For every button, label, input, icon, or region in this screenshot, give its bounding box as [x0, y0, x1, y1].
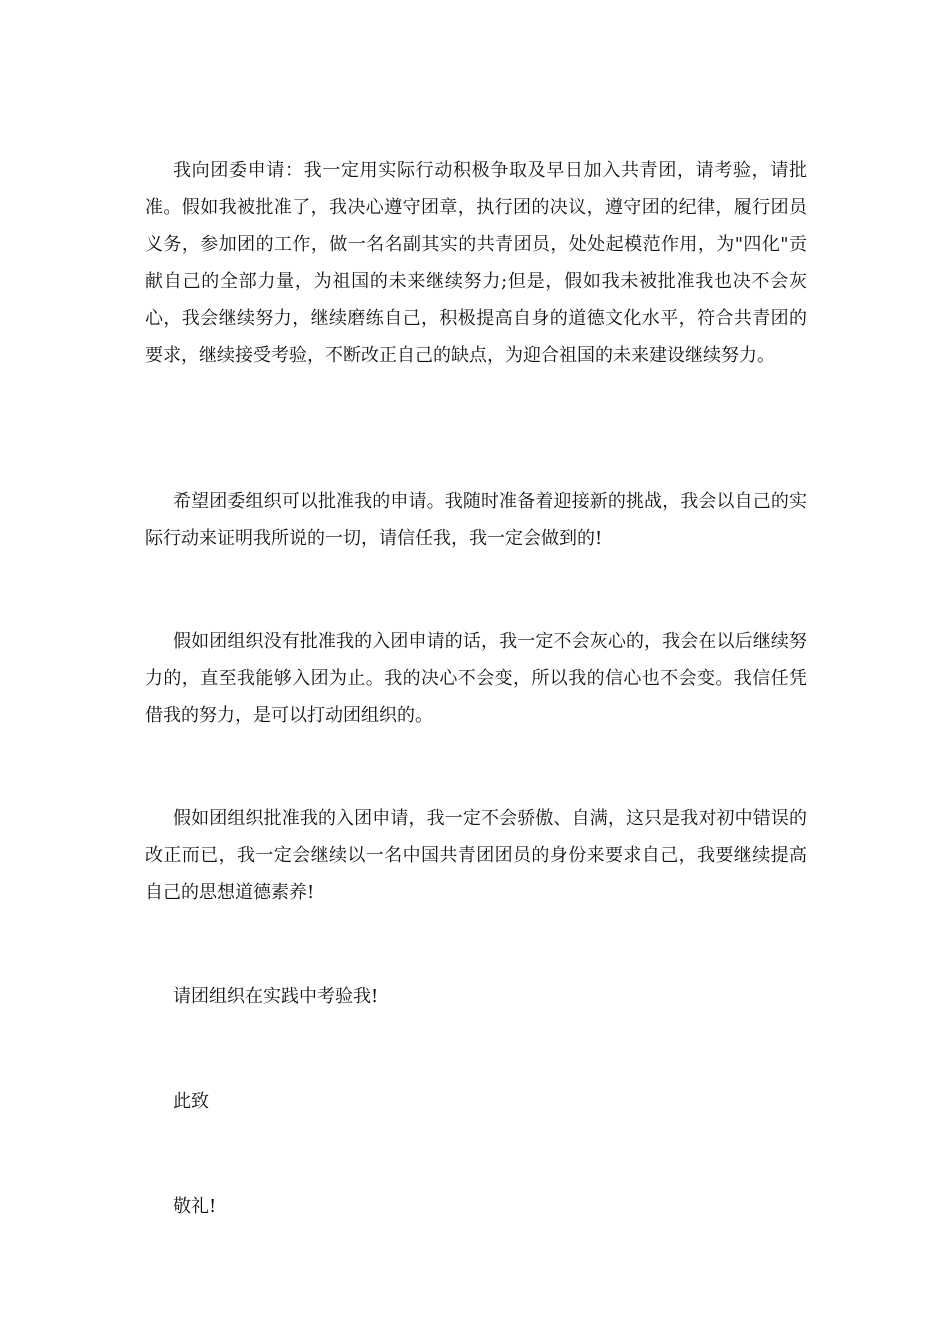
closing-salutation: 此致	[173, 1091, 209, 1112]
paragraph-hope-approval: 希望团委组织可以批准我的申请。我随时准备着迎接新的挑战，我会以自己的实际行动来证明我所说的一切，请信任我，我一定会做到的!	[145, 491, 807, 549]
paragraph-application-pledge: 我向团委申请：我一定用实际行动积极争取及早日加入共青团，请考验，请批准。假如我被批准了，我决心遵守团章，执行团的决议，遵守团的纪律，履行团员义务，参加团的工作，做一名名副其实的共青团员，处处起模范作用，为"四化"贡献自己的全部力量，为祖国的未来继续努力;但是，假如我未被批准我也决不会灰心，我会继续努力，继续磨练自己，积极提高自身的道德文化水平，符合共青团的要求，继续接受考验，不断改正自己的缺点，为迎合祖国的未来建设继续努力。	[145, 160, 807, 366]
paragraph-request-test: 请团组织在实践中考验我!	[173, 986, 379, 1007]
paragraph-if-not-approved: 假如团组织没有批准我的入团申请的话，我一定不会灰心的，我会在以后继续努力的，直至我能够入团为止。我的决心不会变，所以我的信心也不会变。我信任凭借我的努力，是可以打动团组织的。	[145, 631, 807, 726]
paragraph-if-approved: 假如团组织批准我的入团申请，我一定不会骄傲、自满，这只是我对初中错误的改正而已，我一定会继续以一名中国共青团团员的身份来要求自己，我要继续提高自己的思想道德素养!	[145, 808, 807, 903]
closing-regards: 敬礼!	[173, 1196, 217, 1217]
